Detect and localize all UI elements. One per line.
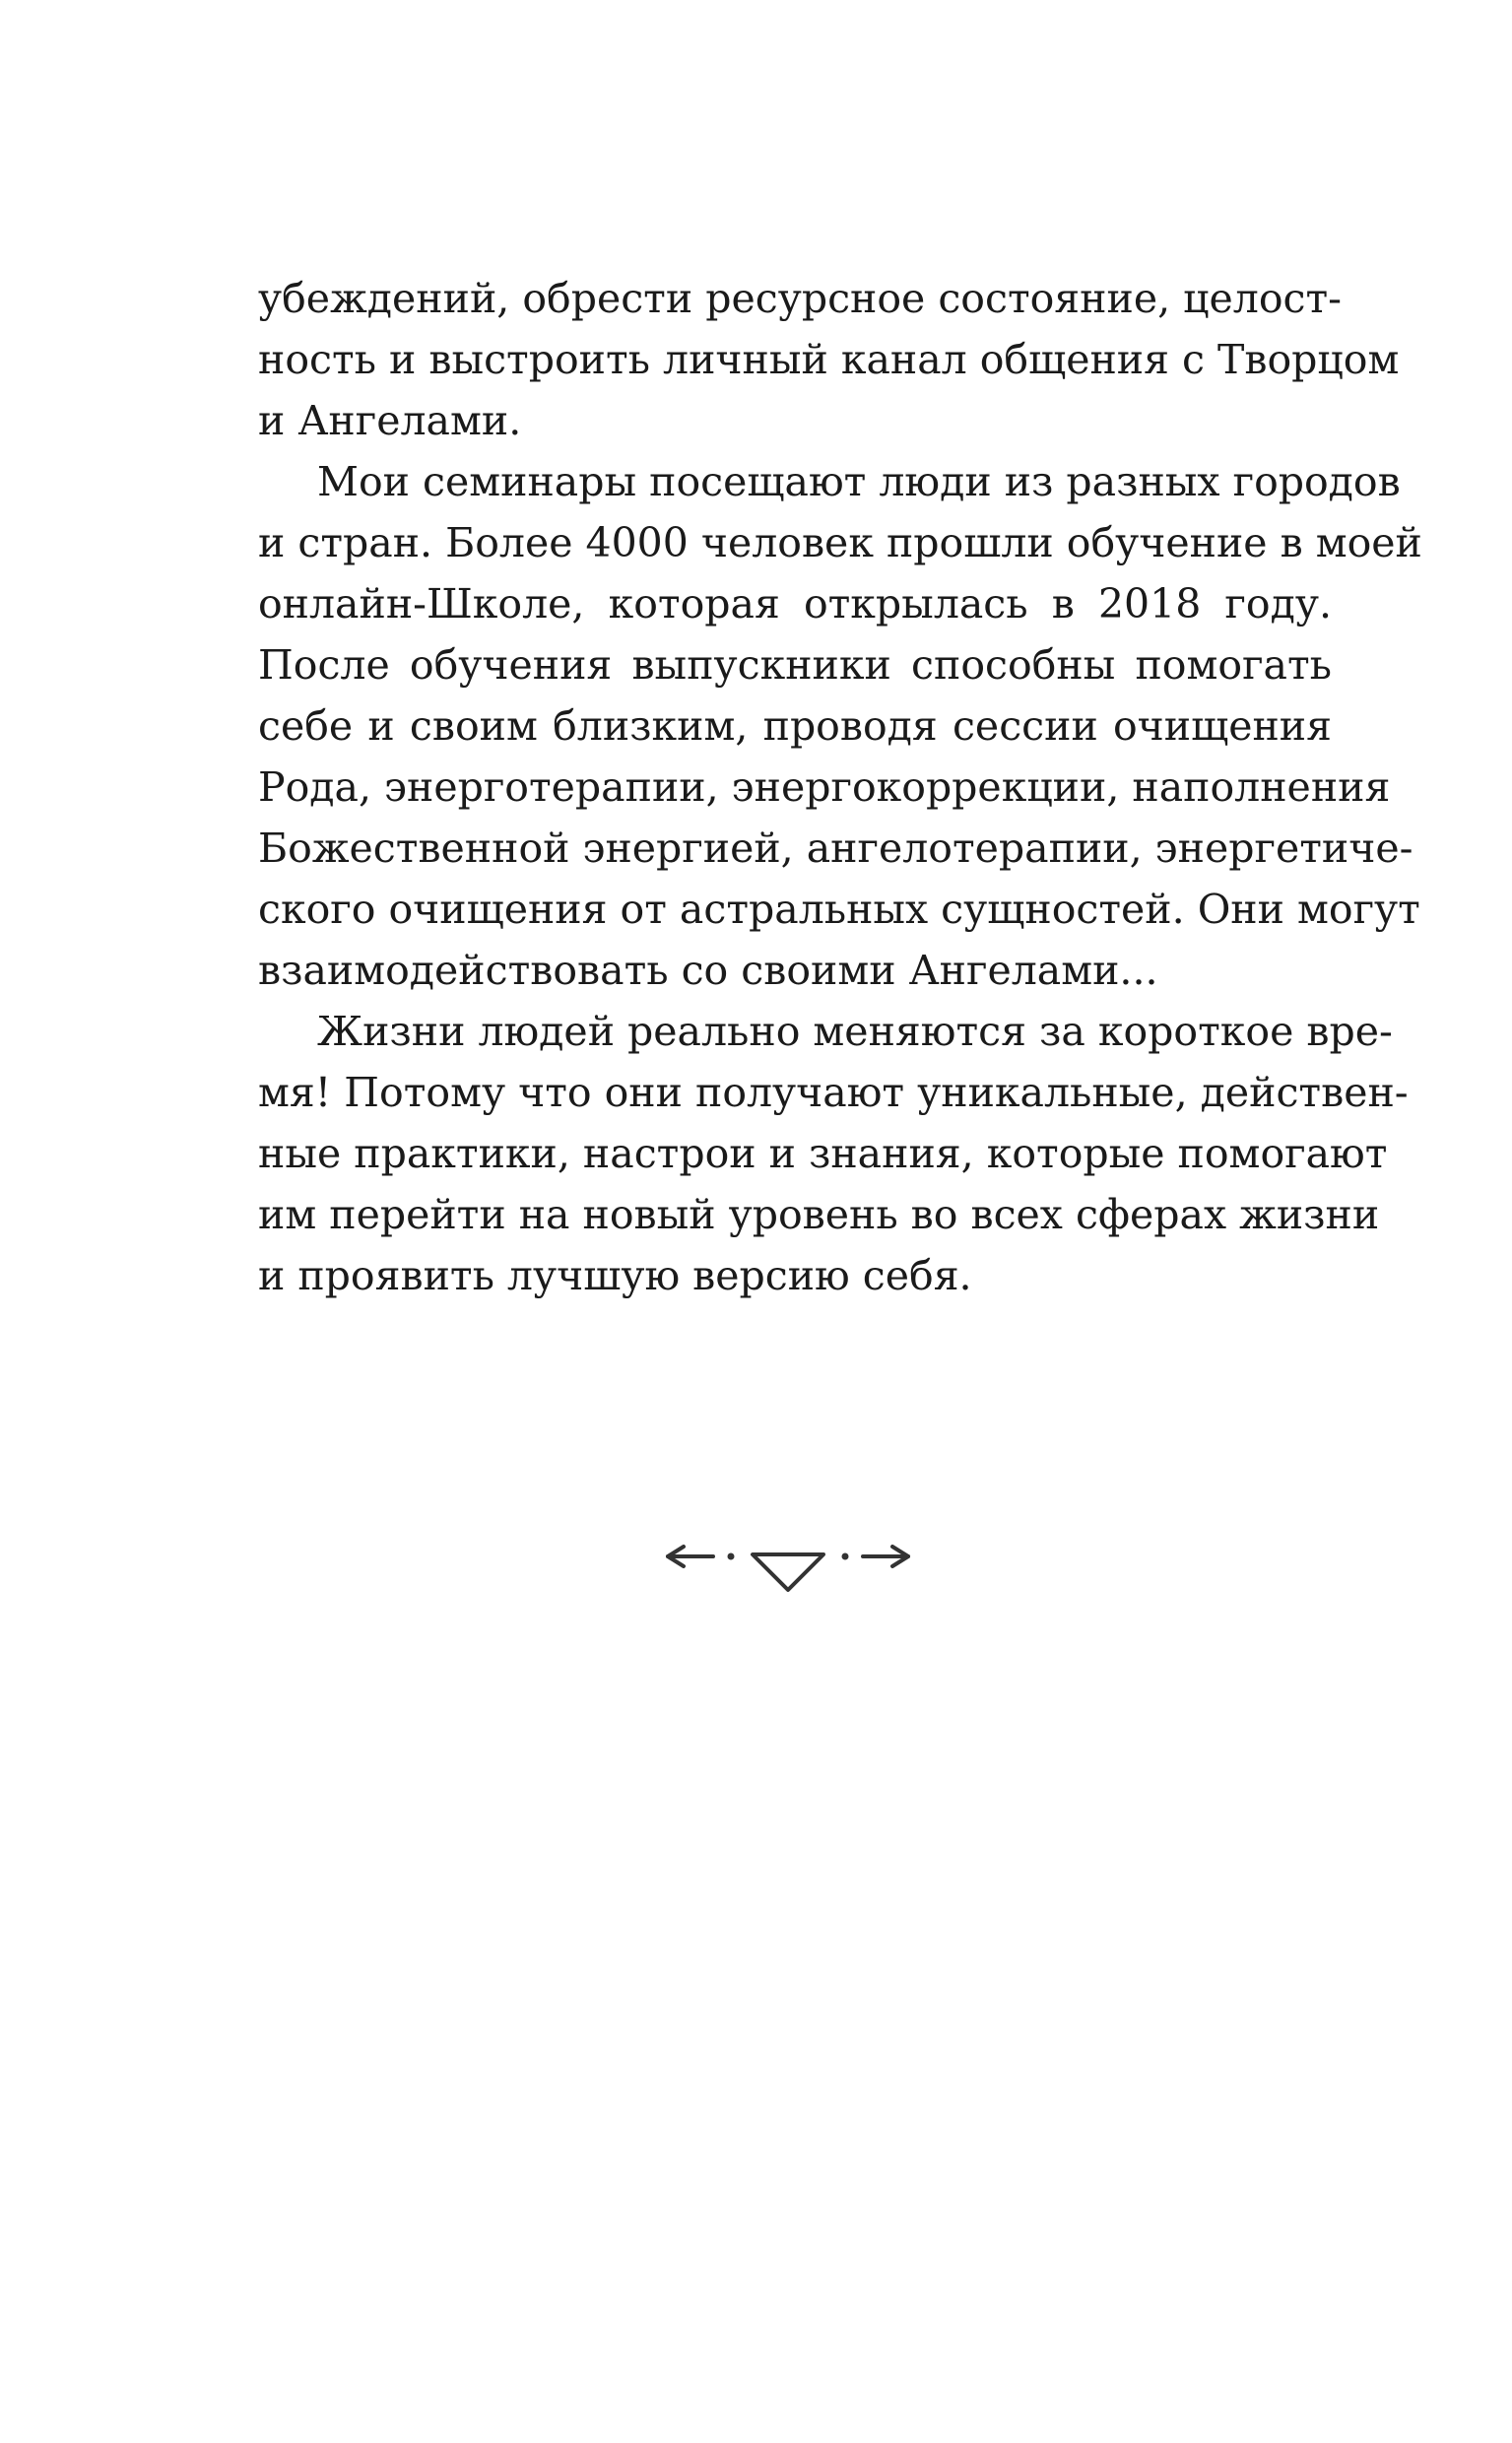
arrow-triangle-divider-icon: [662, 1525, 914, 1594]
page-text: [258, 268, 1422, 1306]
text-line: онлайн-Школе, которая открылась в 2018 году.: [258, 580, 1332, 627]
text-line: Рода, энерготерапии, энергокоррекции, наполнения: [258, 763, 1391, 811]
text-line: взаимодействовать со своими Ангелами...: [258, 947, 1158, 994]
paragraph-2: [258, 451, 1422, 1001]
text-line: им перейти на новый уровень во всех сферах жизни: [258, 1191, 1380, 1238]
text-line: и стран. Более 4000 человек прошли обучение в моей: [258, 519, 1422, 566]
text-line: Жизни людей реально меняются за короткое вре-: [317, 1008, 1393, 1055]
text-line: и Ангелами.: [258, 397, 522, 444]
paragraph-3: [258, 1001, 1409, 1306]
text-line: Мои семинары посещают люди из разных городов: [317, 458, 1401, 505]
text-line: убеждений, обрести ресурсное состояние, целост-: [258, 275, 1343, 322]
paragraph-1: [258, 268, 1400, 451]
text-line: ского очищения от астральных сущностей. Они могут: [258, 886, 1420, 933]
text-line: ность и выстроить личный канал общения с Творцом: [258, 336, 1400, 383]
text-line: Божественной энергией, ангелотерапии, энергетиче-: [258, 825, 1413, 872]
text-line: себе и своим близким, проводя сессии очищения: [258, 702, 1332, 750]
text-line: мя! Потому что они получают уникальные, действен-: [258, 1069, 1409, 1116]
text-line: и проявить лучшую версию себя.: [258, 1252, 972, 1299]
text-line: После обучения выпускники способны помогать: [258, 641, 1332, 689]
text-line: ные практики, настрои и знания, которые помогают: [258, 1130, 1388, 1177]
